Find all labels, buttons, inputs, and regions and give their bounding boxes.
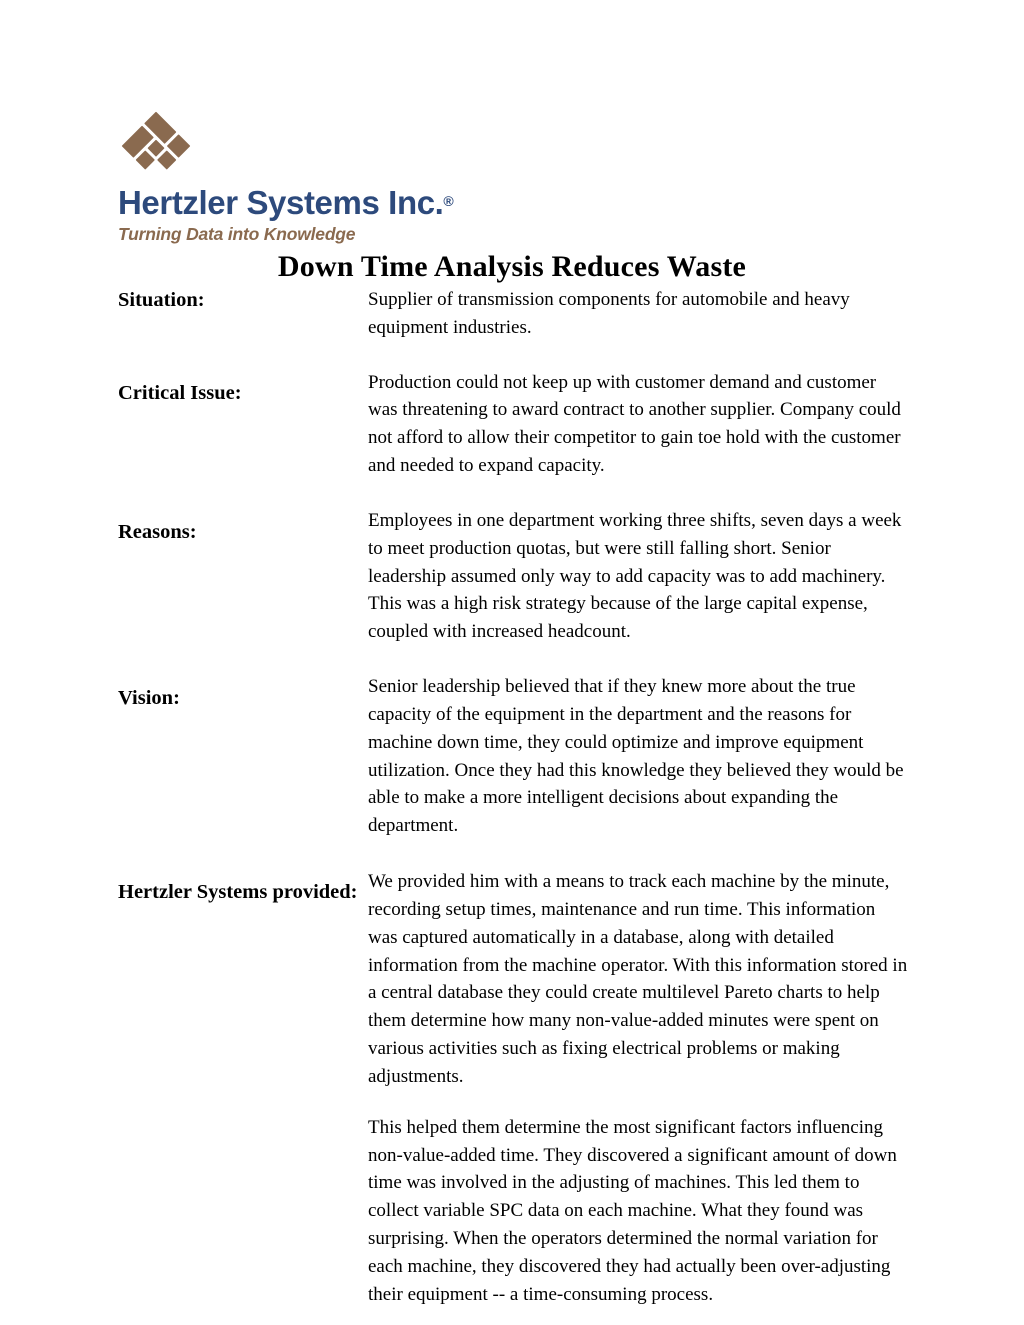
- section-hertzler-systems-provided: [118, 868, 908, 1308]
- section-situation: [118, 286, 908, 342]
- section-body-hertzler-systems-provided: [368, 868, 908, 1308]
- company-wordmark: [118, 186, 538, 219]
- paragraph: This helped them determine the most significant factors influencing non-value-added time. They discovered a significant amount of down time was involved in the adjusting of machines. This led them to collect variable SPC data on each machine. What they found was surprising. When the operators determined the normal variation for each machine, they discovered they had actually been over-adjusting their equipment -- a time-consuming process.: [368, 1116, 897, 1305]
- section-label-reasons: Reasons:: [118, 520, 197, 543]
- paragraph: Production could not keep up with customer demand and customer was threatening to award contract to another supplier. Company could not afford to allow their competitor to gain toe hold with the customer and needed to expand capacity.: [368, 371, 901, 477]
- paragraph: Supplier of transmission components for automobile and heavy equipment industries.: [368, 289, 850, 338]
- company-tagline: Turning Data into Knowledge: [118, 224, 356, 244]
- section-body-reasons: [368, 507, 908, 646]
- paragraph: We provided him with a means to track each machine by the minute, recording setup times, maintenance and run time. This information was captured automatically in a database, along with detailed information from the machine operator. With this information stored in a central database they could create multilevel Pareto charts to help them determine how many non-value-added minutes were spent on various activities such as fixing electrical problems or making adjustments.: [368, 871, 908, 1087]
- paragraph: Employees in one department working three shifts, seven days a week to meet production quotas, but were still falling short. Senior leadership assumed only way to add capacity was to add machinery. This was a high risk strategy because of the large capital expense, coupled with increased headcount.: [368, 509, 902, 643]
- hertzler-diamond-logo-icon: [118, 108, 194, 184]
- section-vision: [118, 673, 908, 840]
- section-body-situation: [368, 286, 908, 342]
- section-label-vision: Vision:: [118, 687, 180, 710]
- section-body-critical-issue: [368, 369, 908, 480]
- section-reasons: [118, 507, 908, 646]
- section-critical-issue: [118, 369, 908, 480]
- section-body-vision: [368, 673, 908, 840]
- paragraph: Senior leadership believed that if they knew more about the true capacity of the equipment in the department and the reasons for machine down time, they could optimize and improve equipment utilization. Once they had this knowledge they believed they would be able to make a more intelligent decisions about expanding the department.: [368, 676, 904, 837]
- company-logo: [118, 108, 538, 244]
- section-label-critical-issue: Critical Issue:: [118, 381, 242, 404]
- document-body: [118, 286, 908, 1309]
- section-label-hertzler-systems-provided: Hertzler Systems provided:: [118, 881, 358, 904]
- registered-trademark-icon: ®: [443, 193, 454, 209]
- page-title: Down Time Analysis Reduces Waste: [277, 250, 747, 283]
- section-label-situation: Situation:: [118, 289, 205, 311]
- company-wordmark-text: Hertzler Systems Inc.: [118, 184, 444, 221]
